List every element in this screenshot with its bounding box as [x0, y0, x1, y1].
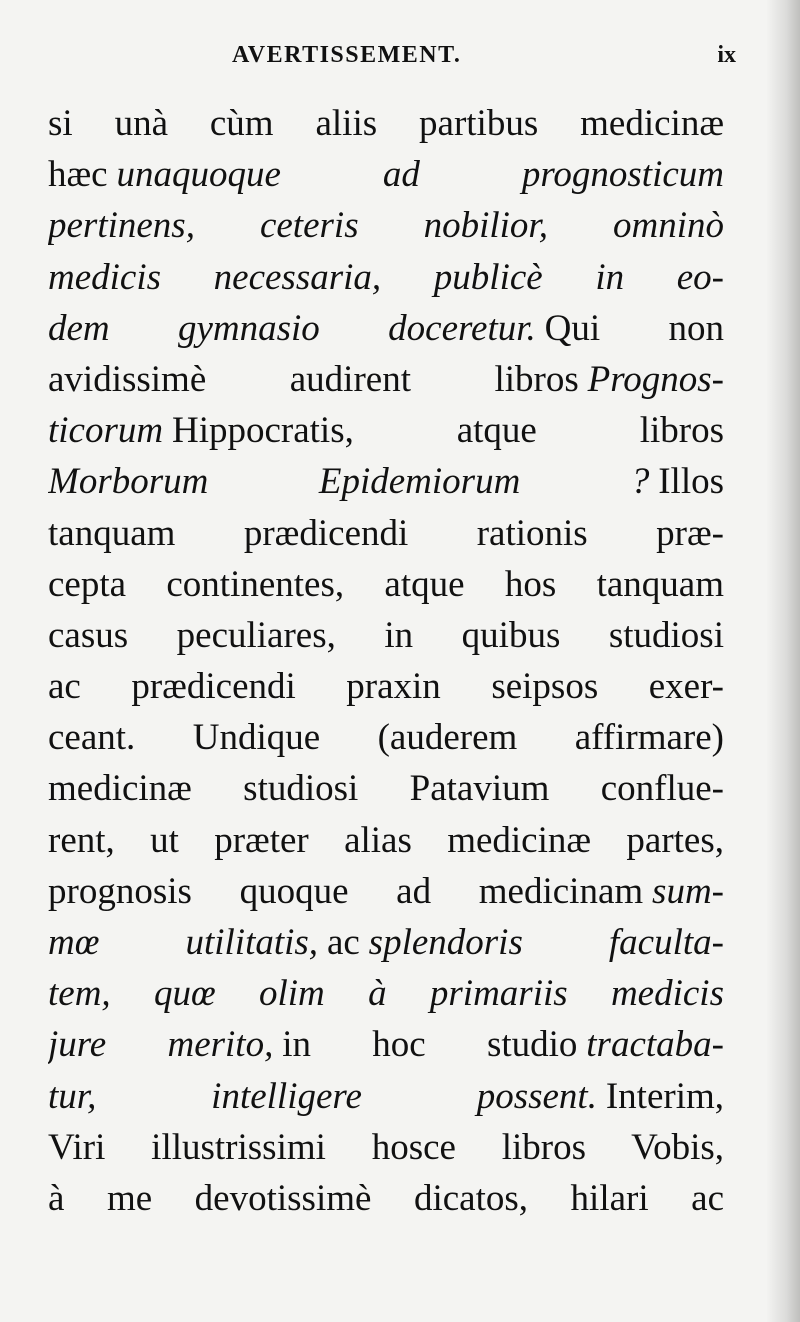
- italic-text-segment: jure merito,: [48, 1024, 274, 1066]
- text-line: [48, 763, 724, 814]
- italic-text-segment: unaquoque ad prognosticum: [116, 154, 724, 196]
- text-line: [48, 712, 724, 763]
- text-line: [48, 200, 724, 251]
- text-line: [48, 1019, 724, 1070]
- italic-text-segment: dem gymnasio doceretur.: [48, 307, 536, 349]
- text-segment: cepta continentes, atque hos tanquam: [48, 563, 724, 605]
- text-line: [48, 866, 724, 917]
- italic-text-segment: mœ utilitatis,: [48, 922, 319, 963]
- text-segment: hæc: [48, 154, 108, 196]
- text-line: [48, 456, 724, 507]
- italic-text-segment: tractaba-: [586, 1024, 724, 1066]
- italic-text-segment: Morborum Epidemiorum ?: [48, 461, 650, 503]
- text-segment: Hippocratis, atque libros: [171, 410, 724, 452]
- text-line: [48, 354, 724, 405]
- text-segment: Viri illustrissimi hosce libros Vobis,: [48, 1126, 724, 1168]
- text-line: [48, 303, 724, 354]
- text-segment: ceant. Undique (auderem affirmare): [48, 717, 724, 759]
- text-segment: avidissimè audirent libros: [48, 358, 579, 400]
- text-line: [48, 98, 724, 149]
- text-line: [48, 1122, 724, 1173]
- text-line: [48, 1071, 724, 1122]
- text-segment: si unà cùm aliis partibus medicinæ: [48, 103, 724, 144]
- text-line: [48, 917, 724, 968]
- italic-text-segment: ticorum: [48, 410, 164, 452]
- text-line: [48, 252, 724, 303]
- text-line: [48, 815, 724, 866]
- italic-text-segment: medicis necessaria, publicè in eo-: [48, 256, 724, 298]
- text-segment: medicinæ studiosi Patavium conflue-: [48, 768, 724, 810]
- running-title: AVERTISSEMENT.: [232, 42, 462, 68]
- text-line: [48, 610, 724, 661]
- text-line: [48, 559, 724, 610]
- text-segment: ac prædicendi praxin seipsos exer-: [48, 666, 724, 708]
- text-segment: prognosis quoque ad medicinam: [48, 870, 644, 912]
- text-segment: ac: [326, 922, 360, 963]
- page-edge-shadow: [766, 0, 800, 1322]
- page-number: ix: [717, 42, 736, 68]
- text-segment: tanquam prædicendi rationis præ-: [48, 512, 724, 554]
- italic-text-segment: tur, intelligere possent.: [48, 1075, 597, 1117]
- italic-text-segment: Prognos-: [587, 358, 724, 400]
- italic-text-segment: splendoris faculta-: [368, 922, 724, 963]
- text-segment: Interim,: [605, 1075, 724, 1117]
- text-line: [48, 1173, 724, 1224]
- text-segment: à me devotissimè dicatos, hilari ac: [48, 1177, 724, 1219]
- body-text: [48, 98, 724, 1224]
- text-line: [48, 968, 724, 1019]
- text-segment: Qui non: [544, 307, 724, 349]
- text-segment: rent, ut præter alias medicinæ partes,: [48, 819, 724, 861]
- text-line: [48, 405, 724, 456]
- italic-text-segment: pertinens, ceteris nobilior, omninò: [48, 205, 724, 247]
- text-line: [48, 149, 724, 200]
- page-header: [48, 42, 736, 82]
- text-segment: Illos: [658, 461, 724, 503]
- text-segment: in hoc studio: [282, 1024, 578, 1066]
- text-segment: casus peculiares, in quibus studiosi: [48, 614, 724, 656]
- italic-text-segment: tem, quœ olim à primariis medicis: [48, 973, 724, 1015]
- text-line: [48, 661, 724, 712]
- italic-text-segment: sum-: [652, 870, 724, 912]
- text-line: [48, 508, 724, 559]
